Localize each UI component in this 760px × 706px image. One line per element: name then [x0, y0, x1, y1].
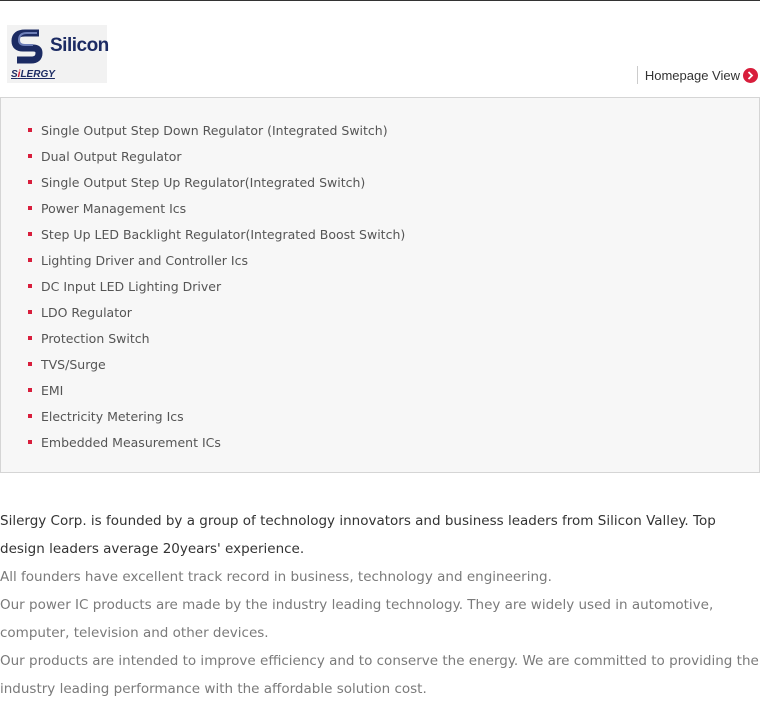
- list-item[interactable]: Electricity Metering Ics: [28, 403, 405, 429]
- bullet-icon: [28, 310, 32, 314]
- list-item[interactable]: Protection Switch: [28, 325, 405, 351]
- bullet-icon: [28, 414, 32, 418]
- list-item[interactable]: Dual Output Regulator: [28, 143, 405, 169]
- logo-wordmark: Silicon: [50, 35, 109, 56]
- about-lead: Silergy Corp. is founded by a group of technology innovators and business leaders from Silicon Valley. Top design leaders average 20years' experience.: [0, 513, 716, 557]
- homepage-view-link[interactable]: [637, 66, 758, 84]
- bullet-icon: [28, 154, 32, 158]
- list-item[interactable]: Single Output Step Up Regulator(Integrated Switch): [28, 169, 405, 195]
- about-paragraph: All founders have excellent track record in business, technology and engineering.: [0, 569, 552, 585]
- chevron-right-icon: [743, 68, 758, 83]
- bullet-icon: [28, 180, 32, 184]
- list-item[interactable]: EMI: [28, 377, 405, 403]
- bullet-icon: [28, 258, 32, 262]
- homepage-view-label: Homepage View: [644, 67, 740, 83]
- top-rule: [0, 0, 760, 1]
- bullet-icon: [28, 284, 32, 288]
- about-paragraph: Our power IC products are made by the industry leading technology. They are widely used in automotive, computer, television and other devices.: [0, 597, 714, 641]
- list-item[interactable]: Embedded Measurement ICs: [28, 429, 405, 455]
- s-logo-icon: [9, 27, 47, 67]
- company-description: [0, 507, 760, 703]
- silicon-logo[interactable]: [7, 25, 107, 83]
- list-item[interactable]: Single Output Step Down Regulator (Integrated Switch): [28, 117, 405, 143]
- list-item[interactable]: TVS/Surge: [28, 351, 405, 377]
- list-item[interactable]: Step Up LED Backlight Regulator(Integrated Boost Switch): [28, 221, 405, 247]
- list-item[interactable]: DC Input LED Lighting Driver: [28, 273, 405, 299]
- about-paragraph: Our products are intended to improve efficiency and to conserve the energy. We are committed to providing the industry leading performance with the affordable solution cost.: [0, 653, 759, 697]
- list-item[interactable]: LDO Regulator: [28, 299, 405, 325]
- product-list-panel: [0, 97, 760, 473]
- bullet-icon: [28, 128, 32, 132]
- bullet-icon: [28, 388, 32, 392]
- product-list: [28, 117, 405, 455]
- bullet-icon: [28, 206, 32, 210]
- bullet-icon: [28, 440, 32, 444]
- bullet-icon: [28, 362, 32, 366]
- list-item[interactable]: Lighting Driver and Controller Ics: [28, 247, 405, 273]
- list-item[interactable]: Power Management Ics: [28, 195, 405, 221]
- bullet-icon: [28, 232, 32, 236]
- bullet-icon: [28, 336, 32, 340]
- logo-subtext: SiLERGY: [11, 69, 55, 80]
